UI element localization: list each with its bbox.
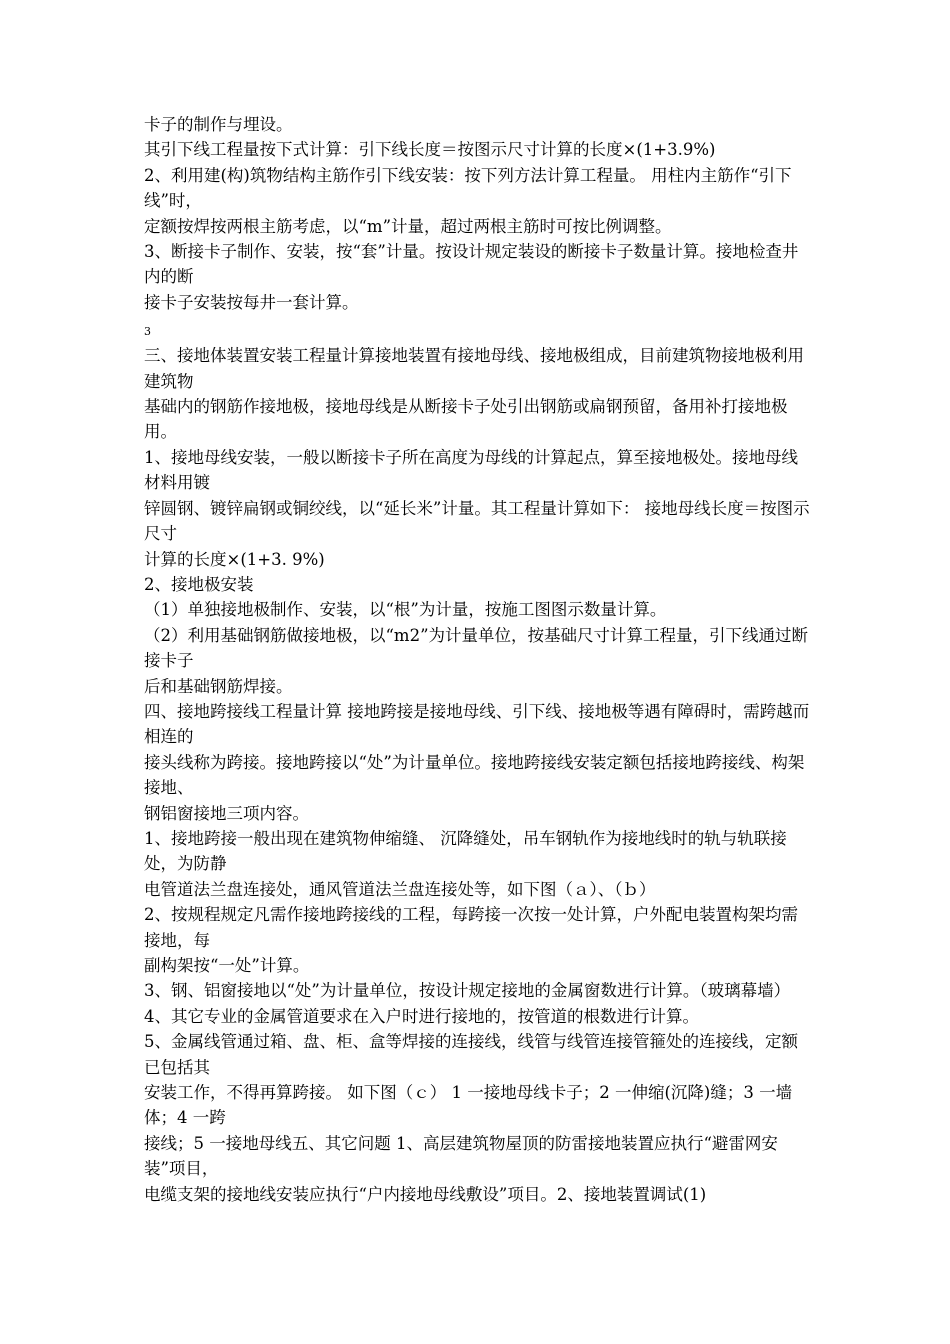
text-line: 计算的长度×(1+3. 9%)	[144, 549, 325, 569]
text-line: 卡子的制作与埋设。	[144, 115, 293, 134]
text-line: 接卡子安装按每井一套计算。	[144, 292, 359, 312]
text-line: 三、接地体装置安装工程量计算接地装置有接地母线、接地极组成，目前建筑物接地极利用建筑物	[144, 346, 804, 391]
text-line: 接线；5 一接地母线五、其它问题 1、高层建筑物屋顶的防雷接地装置应执行“避雷网安装”项目，	[144, 1133, 778, 1179]
text-line: 4、其它专业的金属管道要求在入户时进行接地的，按管道的根数进行计算。	[144, 1006, 699, 1026]
page-number: 3	[144, 325, 151, 339]
text-line: 1、接地跨接一般出现在建筑物伸缩缝、 沉降缝处，吊车钢轨作为接地线时的轨与轨联接处，为防静	[144, 828, 787, 874]
text-line: 后和基础钢筋焊接。	[144, 676, 293, 696]
text-line: 其引下线工程量按下式计算：引下线长度＝按图示尺寸计算的长度×(1+3.9%)	[144, 140, 716, 160]
text-line: 3、钢、铝窗接地以“处”为计量单位，按设计规定接地的金属窗数进行计算。（玻璃幕墙）	[144, 981, 791, 1001]
text-line: 接头线称为跨接。接地跨接以“处”为计量单位。接地跨接线安装定额包括接地跨接线、构架接地、	[144, 752, 805, 798]
text-line: 锌圆钢、镀锌扁钢或铜绞线，以“延长米”计量。其工程量计算如下： 接地母线长度＝按图示尺寸	[144, 498, 810, 544]
text-line: 电缆支架的接地线安装应执行“户内接地母线敷设”项目。2、接地装置调试(1)	[144, 1184, 707, 1204]
text-line: 副构架按“一处”计算。	[144, 956, 310, 975]
text-line: 钢铝窗接地三项内容。	[144, 803, 309, 823]
text-block-main	[144, 343, 812, 1207]
text-line: 定额按焊按两根主筋考虑，以“m”计量，超过两根主筋时可按比例调整。	[144, 216, 672, 236]
text-line: 2、按规程规定凡需作接地跨接线的工程，每跨接一次按一处计算，户外配电装置构架均需接地，每	[144, 905, 798, 950]
text-line: 5、金属线管通过箱、盘、柜、盒等焊接的连接线，线管与线管连接管箍处的连接线，定额已包括其	[144, 1032, 798, 1077]
text-line: 基础内的钢筋作接地极，接地母线是从断接卡子处引出钢筋或扁钢预留，备用补打接地极用。	[144, 397, 788, 442]
text-line: 安装工作，不得再算跨接。 如下图（ｃ） 1 一接地母线卡子；2 一伸缩(沉降)缝；3 一墙体；4 一跨	[144, 1083, 793, 1128]
text-line: （2）利用基础钢筋做接地极，以“m2”为计量单位，按基础尺寸计算工程量，引下线通过断接卡子	[144, 625, 809, 671]
text-line: 四、接地跨接线工程量计算 接地跨接是接地母线、引下线、接地极等遇有障碍时，需跨越而相连的	[144, 701, 810, 747]
text-line: 2、接地极安装	[144, 574, 254, 594]
text-line: （1）单独接地极制作、安装，以“根”为计量，按施工图图示数量计算。	[144, 600, 667, 620]
text-line: 电管道法兰盘连接处，通风管道法兰盘连接处等，如下图（ａ）、（ｂ）	[144, 879, 656, 899]
document-body	[144, 112, 812, 1207]
text-block-top	[144, 112, 812, 315]
text-line: 2、利用建(构)筑物结构主筋作引下线安装：按下列方法计算工程量。 用柱内主筋作“引下线”时，	[144, 165, 792, 211]
text-line: 3、断接卡子制作、安装，按“套”计量。按设计规定装设的断接卡子数量计算。接地检查井内的断	[144, 242, 799, 287]
text-line: 1、接地母线安装，一般以断接卡子所在高度为母线的计算起点，算至接地极处。接地母线材料用镀	[144, 447, 798, 493]
